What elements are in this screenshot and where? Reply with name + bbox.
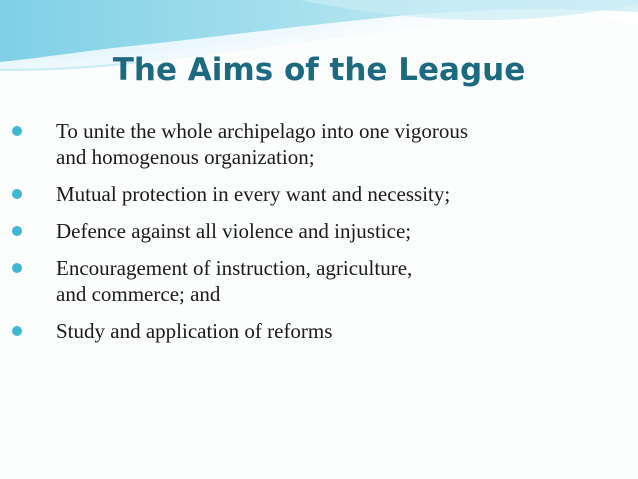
bullet-item bbox=[8, 218, 628, 244]
bullet-item bbox=[8, 181, 628, 207]
bullet-dot-icon bbox=[12, 263, 22, 273]
bullet-line: Study and application of reforms bbox=[56, 319, 333, 343]
bullet-line: To unite the whole archipelago into one vigorous bbox=[56, 119, 469, 143]
bullet-item bbox=[8, 255, 628, 307]
bullet-dot-icon bbox=[12, 126, 22, 136]
bullet-dot-icon bbox=[12, 226, 22, 236]
slide-title: The Aims of the League bbox=[112, 52, 526, 88]
bullet-line: and homogenous organization; bbox=[56, 145, 315, 169]
bullet-line: Defence against all violence and injustice; bbox=[56, 219, 412, 243]
bullet-dot-icon bbox=[12, 189, 22, 199]
bullet-line: and commerce; and bbox=[56, 282, 221, 306]
bullet-dot-icon bbox=[12, 326, 22, 336]
bullet-line: Encouragement of instruction, agriculture, bbox=[56, 256, 413, 280]
bullet-item bbox=[8, 118, 628, 170]
bullet-item bbox=[8, 318, 628, 344]
bullet-list bbox=[8, 118, 628, 355]
bullet-line: Mutual protection in every want and necessity; bbox=[56, 182, 451, 206]
